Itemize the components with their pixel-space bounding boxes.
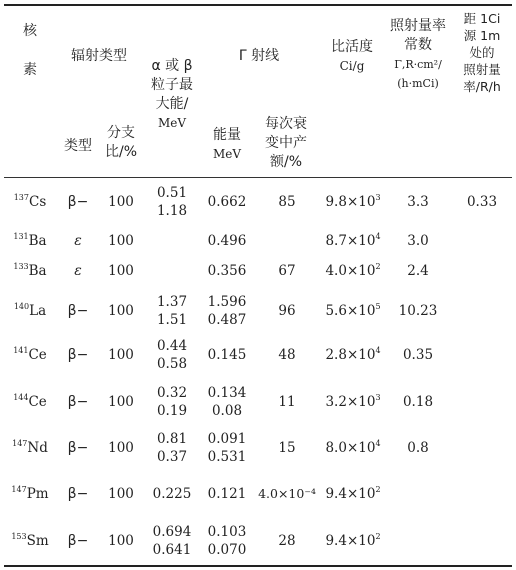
exposure-constant-cell: 0.18 <box>402 394 434 410</box>
header-nuclide: 核 素 <box>23 23 37 78</box>
branch-ratio-cell: 100 <box>108 486 134 502</box>
gamma-yield-cell: 28 <box>278 533 296 549</box>
branch-ratio-cell: 100 <box>108 233 134 249</box>
gamma-yield-cell: 15 <box>278 440 296 456</box>
header-bottom-rule <box>4 177 512 178</box>
gamma-yield-cell: 11 <box>278 394 296 410</box>
nuclide-cell: $^{140}$La <box>13 302 47 319</box>
specific-activity-cell: $8.0\times 10^4$ <box>325 439 381 456</box>
nuclide-cell: $^{147}$Pm <box>11 485 49 502</box>
exposure-rate-cell: 0.33 <box>466 194 498 210</box>
decay-type-cell: β− <box>67 394 89 410</box>
gamma-energy-cell: 0.121 <box>207 486 247 502</box>
branch-ratio-cell: 100 <box>108 263 134 279</box>
header-gamma-energy: 能量 MeV <box>212 127 242 161</box>
gamma-yield-cell: 96 <box>278 303 296 319</box>
header-branch-ratio: 分支 比/% <box>104 125 138 160</box>
specific-activity-cell: $9.4\times 10^2$ <box>325 532 381 549</box>
nuclide-cell: $^{147}$Nd <box>12 439 48 456</box>
header-max-energy: α 或 β 粒子最 大能/ MeV <box>151 58 193 130</box>
gamma-energy-cell: 0.103 0.070 <box>207 524 247 558</box>
exposure-constant-cell: 0.8 <box>407 440 429 456</box>
exposure-constant-cell: 10.23 <box>398 303 438 319</box>
nuclide-cell: $^{144}$Ce <box>13 393 47 410</box>
decay-type-cell: β− <box>67 440 89 456</box>
specific-activity-cell: $3.2\times 10^3$ <box>325 393 381 410</box>
gamma-energy-cell: 0.145 <box>207 347 247 363</box>
table-top-rule <box>4 4 512 6</box>
gamma-yield-cell: 67 <box>278 263 296 279</box>
exposure-constant-cell: 3.3 <box>407 194 429 210</box>
max-energy-cell: 0.44 0.58 <box>156 338 188 372</box>
gamma-energy-cell: 0.662 <box>207 194 247 210</box>
branch-ratio-cell: 100 <box>108 194 134 210</box>
max-energy-cell: 1.37 1.51 <box>156 294 188 328</box>
specific-activity-cell: $9.4\times 10^2$ <box>325 485 381 502</box>
exposure-constant-cell: 2.4 <box>407 263 429 279</box>
exposure-constant-cell: 0.35 <box>402 347 434 363</box>
branch-ratio-cell: 100 <box>108 533 134 549</box>
header-specific-activity: 比活度 Ci/g <box>331 39 373 73</box>
header-exposure-constant: 照射量率 常数 Γ,R·cm²/ (h·mCi) <box>390 18 446 90</box>
decay-type-cell: ε <box>74 233 82 249</box>
gamma-energy-cell: 0.496 <box>207 233 247 249</box>
header-radiation-type: 辐射类型 <box>71 48 127 64</box>
header-gamma: Γ 射线 <box>238 48 280 64</box>
specific-activity-cell: $9.8\times 10^3$ <box>325 193 381 210</box>
gamma-energy-cell: 1.596 0.487 <box>207 294 247 328</box>
max-energy-cell: 0.81 0.37 <box>156 431 188 465</box>
gamma-energy-cell: 0.134 0.08 <box>207 385 247 419</box>
branch-ratio-cell: 100 <box>108 440 134 456</box>
gamma-energy-cell: 0.091 0.531 <box>207 431 247 465</box>
decay-type-cell: β− <box>67 303 89 319</box>
header-gamma-yield: 每次衰 变中产 额/% <box>265 116 307 170</box>
specific-activity-cell: $5.6\times 10^5$ <box>325 302 381 319</box>
specific-activity-cell: $4.0\times 10^2$ <box>325 262 381 279</box>
branch-ratio-cell: 100 <box>108 303 134 319</box>
decay-type-cell: β− <box>67 347 89 363</box>
exposure-constant-cell: 3.0 <box>407 233 429 249</box>
nuclide-cell: $^{131}$Ba <box>13 232 47 249</box>
gamma-yield-cell: 48 <box>278 347 296 363</box>
table-bottom-rule <box>4 565 512 567</box>
decay-type-cell: ε <box>74 263 82 279</box>
max-energy-cell: 0.32 0.19 <box>156 385 188 419</box>
gamma-energy-cell: 0.356 <box>207 263 247 279</box>
max-energy-cell: 0.51 1.18 <box>156 185 188 219</box>
specific-activity-cell: $2.8\times 10^4$ <box>325 346 381 363</box>
decay-type-cell: β− <box>67 194 89 210</box>
gamma-yield-cell: 85 <box>278 194 296 210</box>
max-energy-cell: 0.225 <box>152 486 192 502</box>
gamma-yield-cell: 4.0×10⁻⁴ <box>258 486 316 501</box>
decay-type-cell: β− <box>67 533 89 549</box>
nuclide-cell: $^{153}$Sm <box>11 532 49 549</box>
nuclide-cell: $^{133}$Ba <box>13 262 47 279</box>
decay-type-cell: β− <box>67 486 89 502</box>
max-energy-cell: 0.694 0.641 <box>152 524 192 558</box>
nuclide-cell: $^{141}$Ce <box>13 346 47 363</box>
header-exposure-rate: 距 1Ci 源 1m 处的 照射量 率/R/h <box>463 11 501 94</box>
specific-activity-cell: $8.7\times 10^4$ <box>325 232 381 249</box>
nuclide-cell: $^{137}$Cs <box>13 193 47 210</box>
branch-ratio-cell: 100 <box>108 394 134 410</box>
branch-ratio-cell: 100 <box>108 347 134 363</box>
header-type: 类型 <box>64 138 92 154</box>
